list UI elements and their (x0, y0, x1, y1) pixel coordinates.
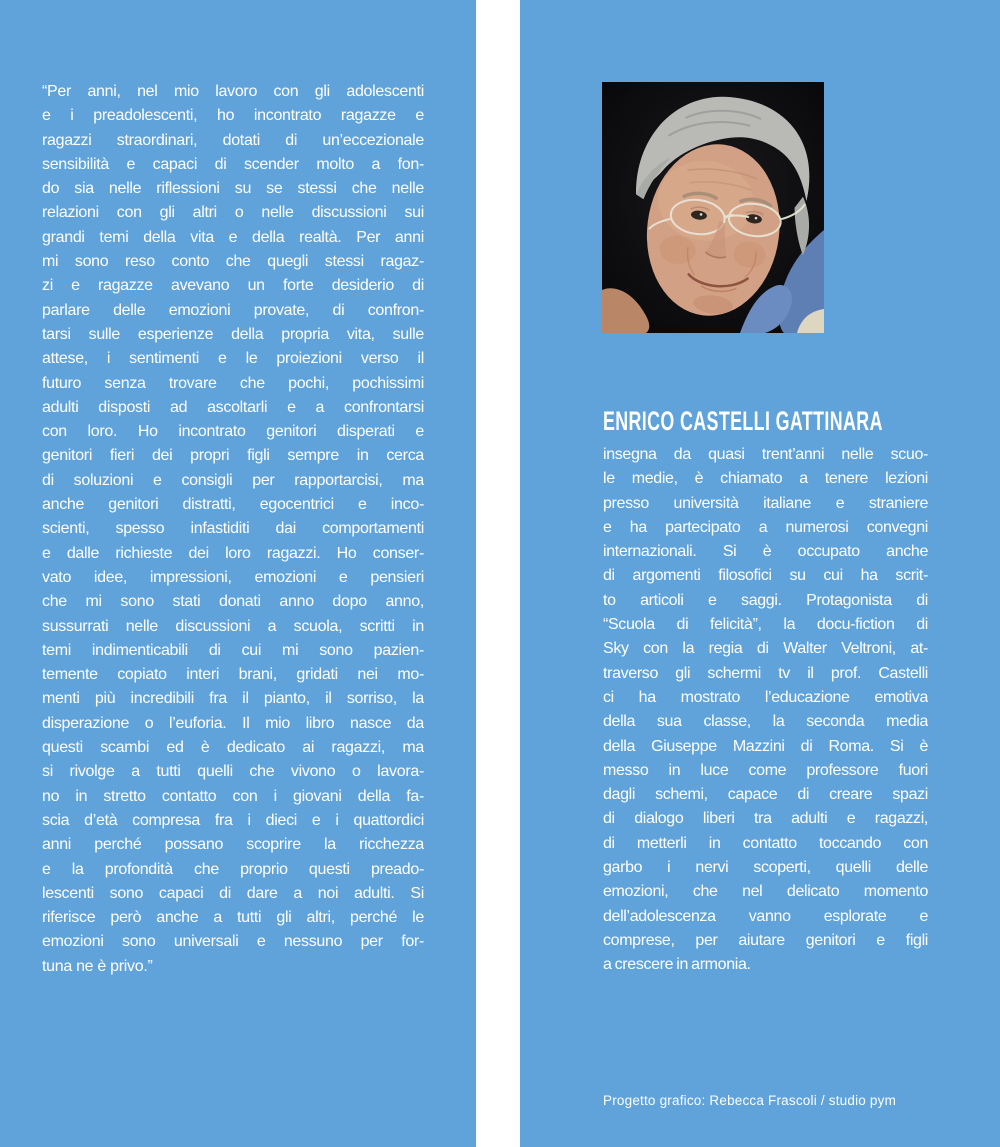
text-line: “Per anni, nel mio lavoro con gli adolescenti (42, 83, 424, 100)
text-line: grandi temi della vita e della realtà. Per anni (42, 228, 424, 246)
left-flap-panel (0, 0, 476, 1147)
text-line: di dialogo liberi tra adulti e ragazzi, (603, 810, 928, 828)
text-line: di argomenti filosofici su cui ha scrit- (603, 567, 928, 585)
text-line: zi e ragazze avevano un forte desiderio di (42, 277, 424, 295)
text-line: messo in luce come professore fuori (603, 761, 928, 779)
text-line: con loro. Ho incontrato genitori disperati e (42, 423, 424, 441)
text-line: insegna da quasi trent’anni nelle scuo- (603, 446, 928, 463)
author-photo (602, 82, 824, 333)
text-line: anche genitori distratti, egocentrici e inco- (42, 496, 424, 514)
text-line: adulti disposti ad ascoltarli e a confrontarsi (42, 398, 424, 416)
text-line: che mi sono stati donati anno dopo anno, (42, 593, 424, 611)
quote-text (42, 80, 424, 979)
text-line: attese, i sentimenti e le proiezioni verso il (42, 350, 424, 368)
text-line: traverso gli schermi tv il prof. Castelli (603, 664, 928, 682)
text-line: emozioni sono universali e nessuno per for- (42, 933, 424, 951)
text-line: do sia nelle riflessioni su se stessi che nelle (42, 180, 424, 198)
right-flap-panel (520, 0, 1000, 1147)
text-line: presso università italiane e straniere (603, 494, 928, 512)
text-line: garbo i nervi scoperti, quelli delle (603, 859, 928, 877)
text-line: dell’adolescenza vanno esplorate e (603, 907, 928, 925)
text-line: temi indimenticabili di cui mi sono pazien- (42, 641, 424, 659)
text-line: dagli schemi, capace di creare spazi (603, 786, 928, 804)
text-line: si rivolge a tutti quelli che vivono o lavora- (42, 763, 424, 781)
text-line: genitori fieri dei propri figli sempre in cerca (42, 447, 424, 465)
text-line: della sua classe, la seconda media (603, 713, 928, 731)
text-line: mi sono reso conto che quegli stessi ragaz- (42, 253, 424, 271)
design-credit: Progetto grafico: Rebecca Frascoli / studio pym (603, 1093, 897, 1108)
text-line: e i preadolescenti, ho incontrato ragazze e (42, 107, 424, 125)
author-portrait-illustration (602, 82, 824, 333)
panel-gutter (476, 0, 520, 1147)
text-line: ragazzi straordinari, dotati di un’eccezionale (42, 131, 424, 149)
text-line: della Giuseppe Mazzini di Roma. Si è (603, 737, 928, 755)
text-line: Sky con la regia di Walter Veltroni, at- (603, 640, 928, 658)
text-line: “Scuola di felicità”, la docu-fiction di (603, 616, 928, 634)
text-line: comprese, per aiutare genitori e figli (603, 931, 928, 949)
text-line: e dalle richieste dei loro ragazzi. Ho conser- (42, 544, 424, 562)
text-line: questi scambi ed è dedicato ai ragazzi, ma (42, 739, 424, 757)
text-line: tarsi sulle esperienze della propria vita, sulle (42, 325, 424, 343)
text-line: le medie, è chiamato a tenere lezioni (603, 470, 928, 488)
text-line: tuna ne è privo.” (42, 957, 153, 975)
text-line: disperazione o l’euforia. Il mio libro nasce da (42, 714, 424, 732)
text-line: sussurrati nelle discussioni a scuola, scritti in (42, 617, 424, 635)
text-line: riferisce però anche a tutti gli altri, perché le (42, 909, 424, 927)
bio-text (603, 443, 928, 978)
text-line: a crescere in armonia. (603, 956, 751, 974)
text-line: lescenti sono capaci di dare a noi adulti. Si (42, 884, 424, 902)
text-line: scia d’età compresa fra i dieci e i quattordici (42, 811, 424, 829)
text-line: di soluzioni e consigli per rapportarcisi, ma (42, 471, 424, 489)
text-line: scienti, spesso infastiditi dai comportamenti (42, 520, 424, 538)
text-line: no in stretto contatto con i giovani della fa- (42, 787, 424, 805)
text-line: ci ha mostrato l’educazione emotiva (603, 688, 928, 706)
text-line: emozioni, che nel delicato momento (603, 883, 928, 901)
text-line: to articoli e saggi. Protagonista di (603, 591, 928, 609)
text-line: sensibilità e capaci di scender molto a fon- (42, 155, 424, 173)
text-line: relazioni con gli altri o nelle discussioni sui (42, 204, 424, 222)
text-line: futuro senza trovare che pochi, pochissimi (42, 374, 424, 392)
text-line: e ha partecipato a numerosi convegni (603, 518, 928, 536)
text-line: menti più incredibili fra il pianto, il sorriso, la (42, 690, 424, 708)
text-line: parlare delle emozioni provate, di confron- (42, 301, 424, 319)
text-line: vato idee, impressioni, emozioni e pensieri (42, 568, 424, 586)
text-line: e la profondità che proprio questi preado- (42, 860, 424, 878)
text-line: anni perché possano scoprire la ricchezza (42, 836, 424, 854)
text-line: di metterli in contatto toccando con (603, 834, 928, 852)
text-line: internazionali. Si è occupato anche (603, 543, 928, 561)
text-line: temente copiato interi brani, gridati nei mo- (42, 666, 424, 684)
author-name: ENRICO CASTELLI GATTINARA (603, 406, 883, 436)
